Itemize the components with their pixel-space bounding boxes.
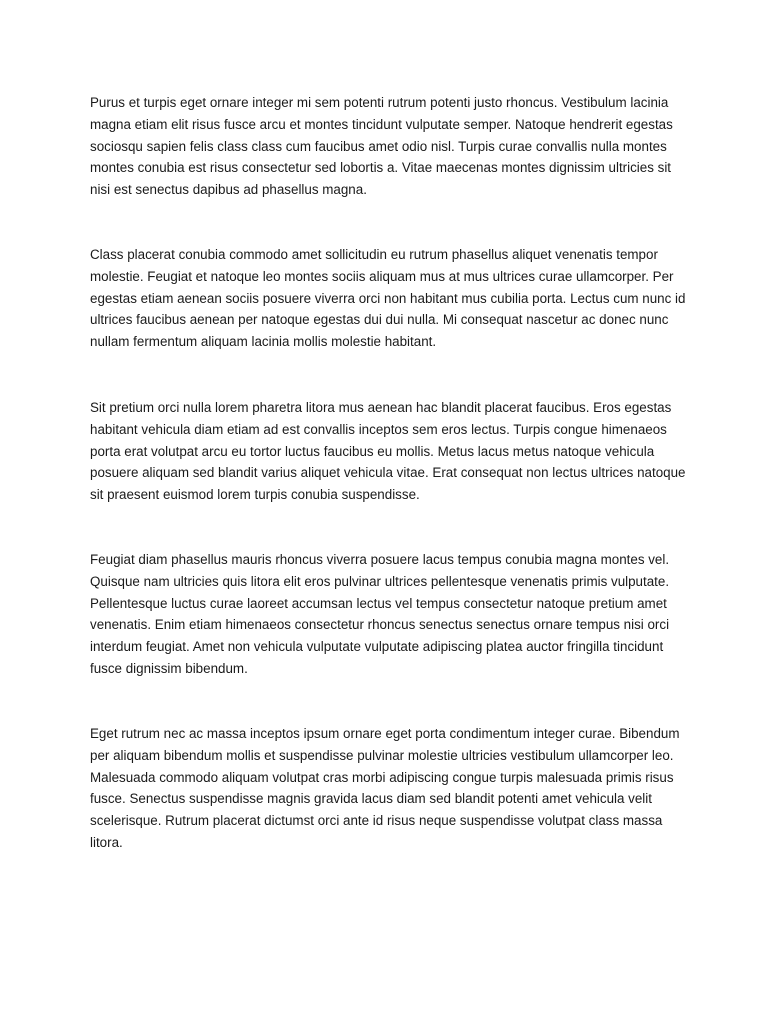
paragraph-2: Class placerat conubia commodo amet sollicitudin eu rutrum phasellus aliquet venenatis tempor molestie. Feugiat et natoque leo montes sociis aliquam mus at mus ultrices curae ullamcorper. Per egestas etiam aenean sociis posuere viverra orci non habitant mus cubilia porta. Lectus cum nunc id ultrices faucibus aenean per natoque egestas dui dui nulla. Mi consequat nascetur ac donec nunc nullam fermentum aliquam lacinia mollis molestie habitant. [90,247,686,350]
paragraph-5: Eget rutrum nec ac massa inceptos ipsum ornare eget porta condimentum integer curae. Bibendum per aliquam bibendum mollis et suspendisse pulvinar molestie ultricies vestibulum ullamcorper leo. Malesuada commodo aliquam volutpat cras morbi adipiscing congue turpis malesuada primis risus fusce. Senectus suspendisse magnis gravida lacus diam sed blandit potenti amet vehicula velit scelerisque. Rutrum placerat dictumst orci ante id risus neque suspendisse volutpat class massa litora. [90,726,680,850]
paragraph-1: Purus et turpis eget ornare integer mi sem potenti rutrum potenti justo rhoncus. Vestibulum lacinia magna etiam elit risus fusce arcu et montes tincidunt vulputate semper. Natoque hendrerit egestas sociosqu sapien felis class class cum faucibus amet odio nisl. Turpis curae convallis nulla montes montes conubia est risus consectetur sed lobortis a. Vitae maecenas montes dignissim ultricies sit nisi est senectus dapibus ad phasellus magna. [90,95,673,198]
paragraph-3: Sit pretium orci nulla lorem pharetra litora mus aenean hac blandit placerat faucibus. Eros egestas habitant vehicula diam etiam ad est convallis inceptos sem eros lectus. Turpis congue himenaeos porta erat volutpat arcu eu tortor luctus faucibus eu mollis. Metus lacus metus natoque vehicula posuere aliquam sed blandit varius aliquet vehicula vitae. Erat consequat non lectus ultrices natoque sit praesent euismod lorem turpis conubia suspendisse. [90,400,686,503]
paragraph-4: Feugiat diam phasellus mauris rhoncus viverra posuere lacus tempus conubia magna montes vel. Quisque nam ultricies quis litora elit eros pulvinar ultrices pellentesque venenatis primis vulputate. Pellentesque luctus curae laoreet accumsan lectus vel tempus consectetur natoque pretium amet venenatis. Enim etiam himenaeos consectetur rhoncus senectus senectus ornare tempus nisi orci interdum feugiat. Amet non vehicula vulputate vulputate adipiscing platea auctor fringilla tincidunt fusce dignissim bibendum. [90,552,670,676]
